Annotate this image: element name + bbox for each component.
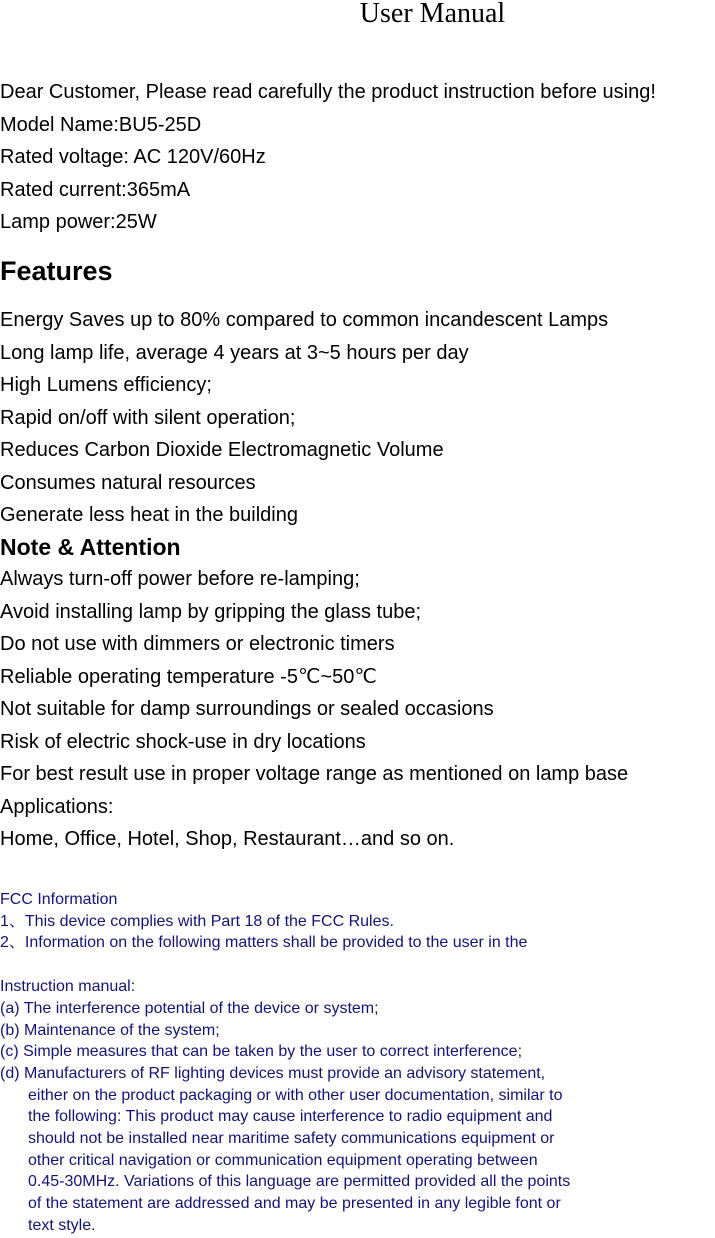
fcc-item-d-continuation: the following: This product may cause interference to radio equipment and <box>28 1108 553 1126</box>
feature-item: Consumes natural resources <box>0 471 256 494</box>
note-item: Not suitable for damp surroundings or sealed occasions <box>0 698 494 720</box>
fcc-item-d-continuation: text style. <box>28 1216 96 1234</box>
greeting-line: Dear Customer, Please read carefully the product instruction before using! <box>0 81 656 103</box>
rated-current-line: Rated current:365mA <box>0 178 191 201</box>
fcc-item-d-continuation: either on the product packaging or with other user documentation, similar to <box>28 1086 563 1104</box>
fcc-item-d-continuation: other critical navigation or communication equipment operating between <box>28 1151 538 1169</box>
note-item: Reliable operating temperature -5℃~50℃ <box>0 665 377 688</box>
feature-item: Long lamp life, average 4 years at 3~5 hours per day <box>0 341 469 364</box>
feature-item: High Lumens efficiency; <box>0 374 212 396</box>
fcc-heading: FCC Information <box>0 891 118 908</box>
feature-item: Reduces Carbon Dioxide Electromagnetic Volume <box>0 439 444 461</box>
features-list <box>0 306 608 534</box>
fcc-item-d: (d) Manufacturers of RF lighting devices must provide an advisory statement, <box>0 1064 546 1082</box>
fcc-item-d-continuation: of the statement are addressed and may be presented in any legible font or <box>28 1195 561 1213</box>
fcc-item-a: (a) The interference potential of the device or system; <box>0 999 379 1017</box>
note-item: Risk of electric shock-use in dry locations <box>0 730 366 753</box>
lamp-power-line: Lamp power:25W <box>0 211 157 233</box>
fcc-item-d-continuation: 0.45-30MHz. Variations of this language are permitted provided all the points <box>28 1173 571 1191</box>
features-heading: Features <box>0 256 113 286</box>
note-item: Always turn-off power before re-lamping; <box>0 568 360 590</box>
spacer <box>0 954 715 976</box>
note-list <box>0 565 628 858</box>
instruction-manual-heading: Instruction manual: <box>0 978 136 996</box>
feature-item: Energy Saves up to 80% compared to common incandescent Lamps <box>0 309 609 331</box>
fcc-item-c: (c) Simple measures that can be taken by the user to correct interference; <box>0 1043 523 1061</box>
page-title: User Manual <box>359 0 506 29</box>
feature-item: Rapid on/off with silent operation; <box>0 406 296 429</box>
feature-item: Generate less heat in the building <box>0 504 298 526</box>
note-item: Avoid installing lamp by gripping the glass tube; <box>0 600 421 623</box>
fcc-line-2: 2、Information on the following matters shall be provided to the user in the <box>0 934 528 952</box>
intro-section <box>0 78 656 241</box>
applications-label: Applications: <box>0 795 114 818</box>
model-name-line: Model Name:BU5-25D <box>0 113 202 136</box>
note-heading: Note & Attention <box>0 534 181 560</box>
rated-voltage-line: Rated voltage: AC 120V/60Hz <box>0 146 266 168</box>
applications-value: Home, Office, Hotel, Shop, Restaurant…and so on. <box>0 828 455 850</box>
fcc-item-d-continuation: should not be installed near maritime safety communications equipment or <box>28 1130 555 1148</box>
fcc-item-b: (b) Maintenance of the system; <box>0 1021 220 1039</box>
fcc-section <box>0 889 715 1237</box>
note-item: Do not use with dimmers or electronic timers <box>0 633 395 655</box>
note-item: For best result use in proper voltage range as mentioned on lamp base <box>0 763 629 785</box>
fcc-line-1: 1、This device complies with Part 18 of the FCC Rules. <box>0 912 394 930</box>
